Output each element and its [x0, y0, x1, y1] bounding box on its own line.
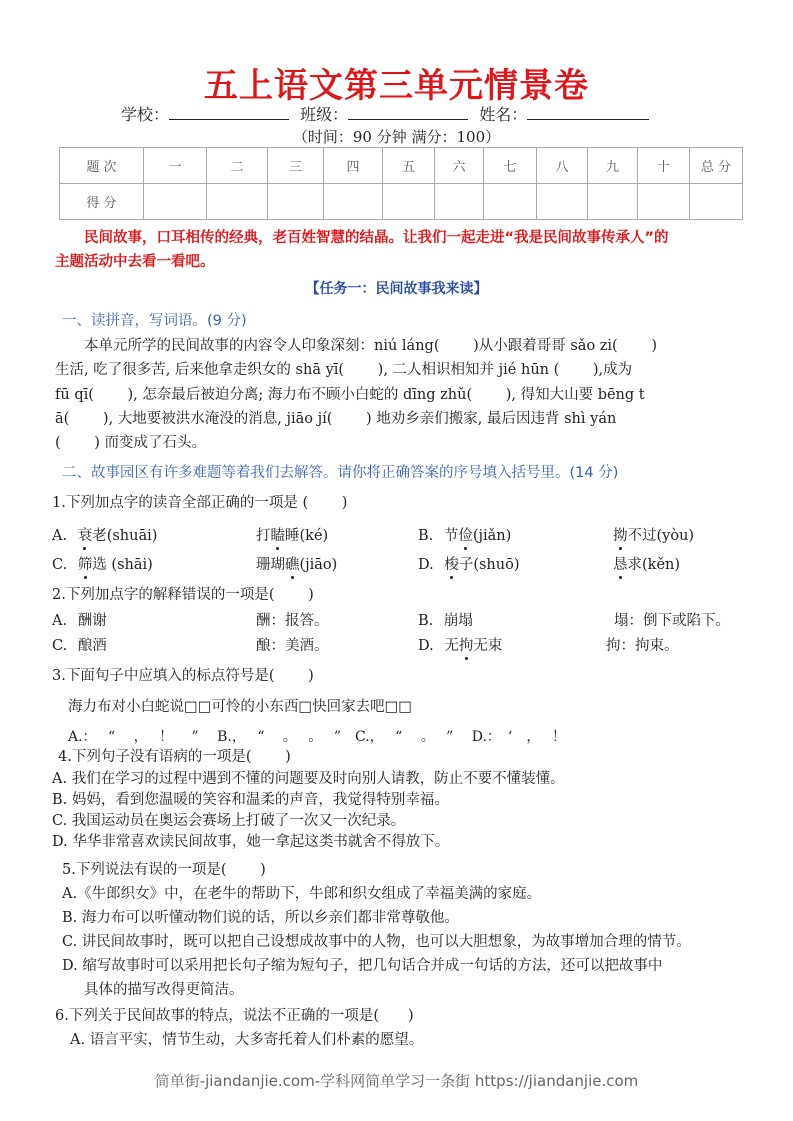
- score-cell[interactable]: [268, 184, 324, 220]
- q2-option-a-explanation: 酬：报答。: [256, 613, 329, 629]
- option-word: 酬谢: [77, 613, 107, 629]
- q1-option-c-word2: [256, 553, 337, 574]
- text: 求(kěn): [627, 557, 681, 573]
- score-table-header-row: [60, 148, 743, 184]
- intro-line-2: 主题活动中去看一看吧。: [55, 254, 215, 270]
- text: 选 (shāi): [92, 557, 153, 573]
- header-cell: 九: [588, 148, 638, 184]
- q6-stem: 6.下列关于民间故事的特点，说法不正确的一项是( ): [55, 1008, 414, 1024]
- score-cell[interactable]: [383, 184, 435, 220]
- q5-option-c: C. 讲民间故事时，既可以把自己设想成故事中的人物，也可以大胆想象，为故事增加合理的情节。: [62, 934, 691, 950]
- text: 不过(yòu): [627, 528, 695, 544]
- dotted-char: 瞌: [271, 524, 286, 545]
- q3-options: A.： “ ， ！ ” B.， “ 。 。 ” C.， “ 。 ” D.： ‘ ， ！: [68, 729, 566, 745]
- header-cell: 二: [207, 148, 268, 184]
- option-letter: A.: [52, 528, 68, 544]
- page-title: 五上语文第三单元情景卷: [204, 66, 589, 106]
- score-row-label: 得 分: [60, 184, 144, 220]
- q2-option-b: [418, 609, 473, 630]
- option-letter: D.: [418, 638, 434, 654]
- time-and-score-line: （时间：90 分钟 满分：100）: [292, 128, 501, 146]
- text: 无束: [473, 638, 503, 654]
- dotted-char: 礁: [285, 553, 300, 574]
- q2-option-a: [52, 609, 107, 630]
- dotted-char: 拗: [613, 524, 628, 545]
- header-cell: 总 分: [690, 148, 743, 184]
- q4-option-b: B. 妈妈，看到您温暖的笑容和温柔的声音，我觉得特别幸福。: [52, 792, 449, 808]
- section-1-heading: 一、读拼音，写词语。(9 分): [62, 313, 247, 329]
- text: 无: [444, 638, 459, 654]
- section-1-line: 本单元所学的民间故事的内容令人印象深刻：niú láng( )从小跟着哥哥 sǎo zi( ): [84, 338, 657, 354]
- dotted-char: 俭: [458, 524, 473, 545]
- header-cell: 五: [383, 148, 435, 184]
- q2-option-b-explanation: 塌：倒下或陷下。: [614, 613, 730, 629]
- section-1-line: ā( ), 大地要被洪水淹没的消息, jiāo jí( ) 地劝乡亲们搬家, 最后因违背 shì yán: [55, 411, 617, 427]
- q2-option-c-explanation: 酿：美酒。: [256, 638, 329, 654]
- score-cell[interactable]: [207, 184, 268, 220]
- section-2-heading: 二、故事园区有许多难题等着我们去解答。请你将正确答案的序号填入括号里。(14 分): [62, 465, 619, 481]
- q2-option-d: [418, 634, 502, 655]
- q4-stem: 4.下列句子没有语病的一项是( ): [58, 749, 291, 765]
- q1-option-b-word2: [613, 524, 694, 545]
- intro-line-1: 民间故事，口耳相传的经典，老百姓智慧的结晶。让我们一起走进“我是民间故事传承人”的: [84, 230, 669, 246]
- student-info-row: [121, 102, 649, 125]
- q5-stem: 5.下列说法有误的一项是( ): [62, 862, 266, 878]
- q5-option-b: B. 海力布可以听懂动物们说的话，所以乡亲们都非常尊敬他。: [62, 910, 459, 926]
- q5-option-d: D. 缩写故事时可以采用把长句子缩为短句子，把几句话合并成一句话的方法，还可以把故事中: [62, 958, 663, 974]
- dotted-char: 恳: [613, 553, 628, 574]
- q1-option-d-word2: [613, 553, 680, 574]
- header-cell: 七: [484, 148, 537, 184]
- q2-option-d-explanation: 拘：拘束。: [606, 638, 679, 654]
- q2-stem: 2.下列加点字的解释错误的一项是( ): [52, 587, 314, 603]
- q4-option-c: C. 我国运动员在奥运会赛场上打破了一次又一次纪录。: [52, 813, 406, 829]
- section-1-line: fū qī( ), 怎奈最后被迫分离; 海力布不顾小白蛇的 dīng zhǔ( ), 得知大山要 bēng t: [55, 387, 645, 403]
- section-1-line: 生活, 吃了很多苦, 后来他拿走织女的 shā yī( ), 二人相识相知并 jié hūn ( ),成为: [55, 362, 633, 378]
- q2-option-c: [52, 634, 107, 655]
- q3-stem: 3.下面句子中应填入的标点符号是( ): [52, 668, 314, 684]
- q1-option-c: [52, 553, 153, 574]
- q5-option-d-continuation: 具体的描写改得更简洁。: [84, 982, 244, 998]
- q1-option-a: [52, 524, 157, 545]
- text: (jiāo): [299, 557, 338, 573]
- school-field[interactable]: [169, 105, 289, 120]
- score-cell[interactable]: [484, 184, 537, 220]
- option-letter: C.: [52, 557, 68, 573]
- score-cell[interactable]: [324, 184, 383, 220]
- text: 打: [256, 528, 271, 544]
- task-1-heading: 【任务一：民间故事我来读】: [305, 281, 488, 297]
- q5-option-a: A.《牛郎织女》中，在老牛的帮助下，牛郎和织女组成了幸福美满的家庭。: [62, 886, 542, 902]
- q1-stem: 1.下列加点字的读音全部正确的一项是 ( ): [52, 495, 348, 511]
- header-cell: 四: [324, 148, 383, 184]
- dotted-char: 筛: [78, 553, 93, 574]
- dotted-char: 梭: [444, 553, 459, 574]
- class-label: 班级：: [300, 105, 349, 124]
- score-cell[interactable]: [144, 184, 207, 220]
- name-field[interactable]: [527, 105, 649, 120]
- section-1-line: ( ) 而变成了石头。: [55, 435, 207, 451]
- q4-option-d: D. 华华非常喜欢读民间故事，她一拿起这类书就舍不得放下。: [52, 834, 450, 850]
- text: (jiǎn): [472, 528, 512, 544]
- header-cell: 八: [537, 148, 588, 184]
- header-cell: 六: [435, 148, 484, 184]
- score-table: [59, 147, 743, 220]
- class-field[interactable]: [348, 105, 468, 120]
- dotted-char: 拘: [459, 634, 474, 655]
- header-cell: 一: [144, 148, 207, 184]
- q4-option-a: A. 我们在学习的过程中遇到不懂的问题要及时向别人请教，防止不要不懂装懂。: [52, 771, 565, 787]
- q1-option-d: [418, 553, 520, 574]
- school-label: 学校：: [121, 105, 170, 124]
- header-cell: 题 次: [60, 148, 144, 184]
- q3-sentence: 海力布对小白蛇说□□可怜的小东西□快回家去吧□□: [68, 699, 412, 715]
- text: 子(shuō): [458, 557, 520, 573]
- text: 老(shuāi): [92, 528, 158, 544]
- option-word: 酿酒: [77, 638, 107, 654]
- option-letter: A.: [52, 613, 68, 629]
- score-cell[interactable]: [537, 184, 588, 220]
- option-letter: D.: [418, 557, 434, 573]
- option-letter: B.: [418, 528, 434, 544]
- text: 节: [443, 528, 459, 544]
- score-cell[interactable]: [690, 184, 743, 220]
- text: 睡(ké): [285, 528, 329, 544]
- dotted-char: 衰: [78, 524, 93, 545]
- header-cell: 十: [638, 148, 690, 184]
- header-cell: 三: [268, 148, 324, 184]
- score-cell[interactable]: [638, 184, 690, 220]
- score-cell[interactable]: [588, 184, 638, 220]
- text: 珊瑚: [256, 557, 285, 573]
- option-letter: C.: [52, 638, 68, 654]
- score-table-score-row: [60, 184, 743, 220]
- option-letter: B.: [418, 613, 434, 629]
- score-cell[interactable]: [435, 184, 484, 220]
- footer-watermark: 简单街-jiandanjie.com-学科网简单学习一条街 https://jiandanjie.com: [154, 1072, 639, 1090]
- name-label: 姓名：: [479, 105, 528, 124]
- option-word: 崩塌: [443, 613, 473, 629]
- q1-option-a-word2: [256, 524, 328, 545]
- q1-option-b: [418, 524, 511, 545]
- q6-option-a: A. 语言平实，情节生动，大多寄托着人们朴素的愿望。: [70, 1032, 424, 1048]
